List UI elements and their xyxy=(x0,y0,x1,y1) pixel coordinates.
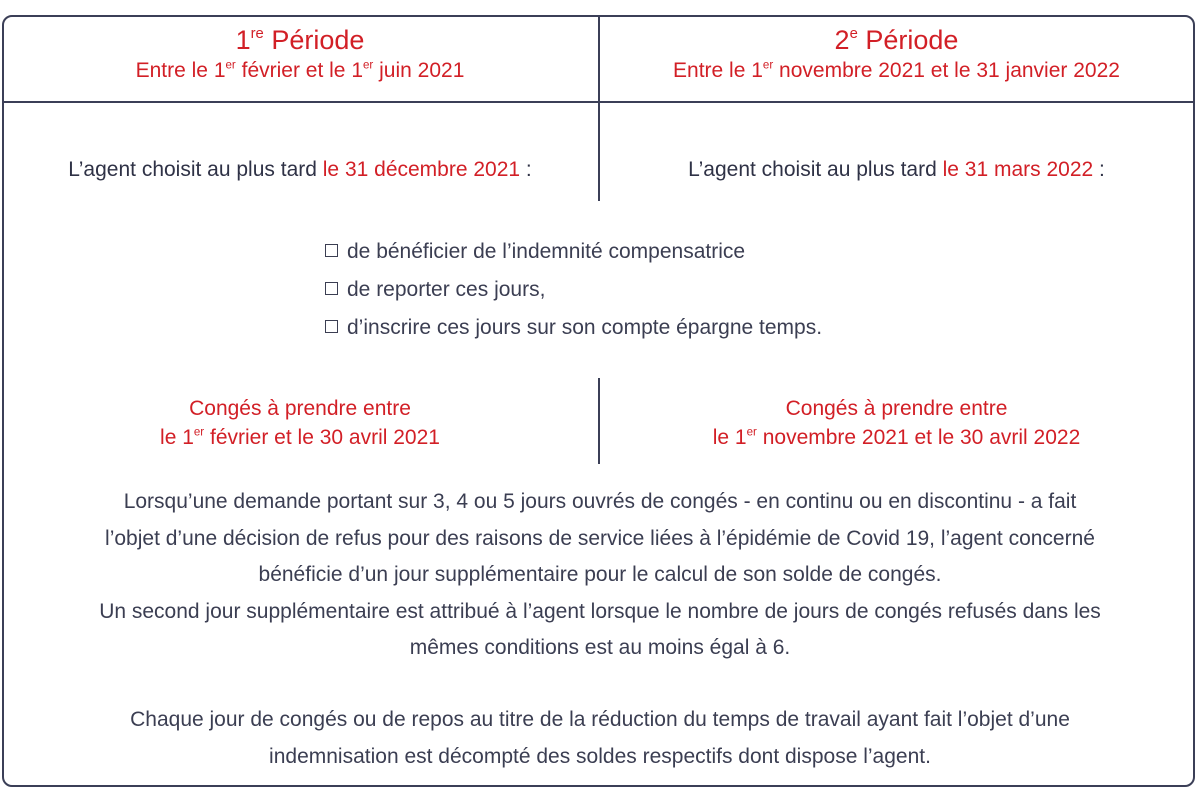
paragraph-line: Chaque jour de congés ou de repos au titre de la réduction du temps de travail ayant fait l’objet d’une xyxy=(130,708,1070,731)
paragraph-line: mêmes conditions est au moins égal à 6. xyxy=(409,636,791,659)
period1-header xyxy=(2,25,598,84)
paragraph-line: Un second jour supplémentaire est attribué à l’agent lorsque le nombre de jours de congés refusés dans les xyxy=(99,599,1101,623)
period1-deadline: L’agent choisit au plus tard le 31 décembre 2021 : xyxy=(68,158,532,181)
period1-title: 1re Période xyxy=(235,25,365,55)
paragraph-line: indemnisation est décompté des soldes respectifs dont dispose l’agent. xyxy=(269,744,931,768)
option-item: d’inscrire ces jours sur son compte épargne temps. xyxy=(325,309,822,347)
period2-title: 2e Période xyxy=(834,25,959,55)
option-item: de bénéficier de l’indemnité compensatrice xyxy=(325,233,822,271)
period2-deadline: L’agent choisit au plus tard le 31 mars 2022 : xyxy=(688,158,1105,181)
period2-conges-line2: le 1er novembre 2021 et le 30 avril 2022 xyxy=(712,426,1081,449)
period2-subtitle: Entre le 1er novembre 2021 et le 31 janvier 2022 xyxy=(673,59,1120,82)
checkbox-icon xyxy=(325,244,338,257)
period2-conges-line1: Congés à prendre entre xyxy=(785,397,1008,420)
column-divider-choose xyxy=(598,102,600,201)
checkbox-icon xyxy=(325,320,338,333)
period2-conges xyxy=(600,394,1193,452)
period1-conges-line2: le 1er février et le 30 avril 2021 xyxy=(160,426,440,449)
period1-subtitle: Entre le 1er février et le 1er juin 2021 xyxy=(135,59,465,82)
paragraph-line: l’objet d’une décision de refus pour des raisons de service liées à l’épidémie de Covid 19, l’agent concerné xyxy=(105,526,1095,550)
option-item: de reporter ces jours, xyxy=(325,271,822,309)
period1-conges xyxy=(2,394,598,452)
paragraph-indemnisation xyxy=(20,702,1180,775)
options-list xyxy=(325,233,822,347)
paragraph-line: bénéficie d’un jour supplémentaire pour le calcul de son solde de congés. xyxy=(258,563,942,586)
paragraph-refus xyxy=(20,484,1180,667)
checkbox-icon xyxy=(325,282,338,295)
paragraph-line: Lorsqu’une demande portant sur 3, 4 ou 5 jours ouvrés de congés - en continu ou en discontinu - a fait xyxy=(123,490,1077,513)
period1-conges-line1: Congés à prendre entre xyxy=(189,397,411,420)
period2-header xyxy=(600,25,1193,84)
